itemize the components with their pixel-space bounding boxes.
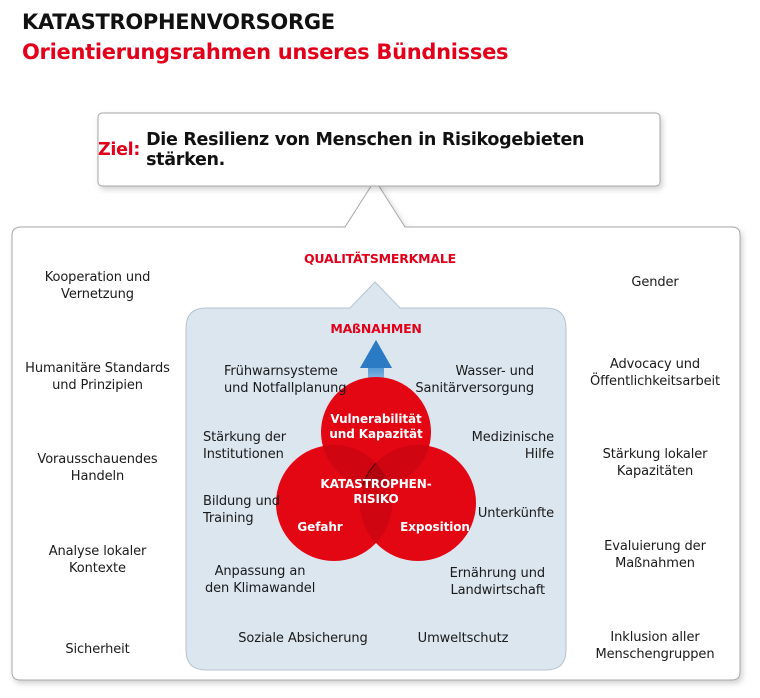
- venn-label-hazard: Gefahr: [297, 520, 343, 534]
- quality-item-right-3: Stärkung lokaler Kapazitäten: [602, 447, 708, 479]
- venn-label-vulnerability: Vulnerabilität und Kapazität: [329, 412, 423, 441]
- goal-label: Ziel:: [98, 140, 141, 160]
- measure-right-4: Ernährung und Landwirtschaft: [449, 566, 545, 598]
- page-title: KATASTROPHENVORSORGE: [22, 10, 335, 34]
- measure-right-2: Medizinische Hilfe: [471, 430, 554, 462]
- quality-item-left-3: Vorausschauendes Handeln: [37, 452, 158, 484]
- venn-label-center-risk: KATASTROPHEN- RISIKO: [320, 477, 432, 506]
- quality-item-right-4: Evaluierung der Maßnahmen: [604, 539, 706, 571]
- quality-item-right-5: Inklusion aller Menschengruppen: [595, 630, 715, 662]
- goal-statement: [98, 114, 660, 186]
- venn-label-exposure: Exposition: [400, 520, 470, 534]
- quality-item-left-5: Sicherheit: [65, 642, 130, 657]
- measure-bottom-2: Umweltschutz: [417, 631, 509, 646]
- quality-item-left-1: Kooperation und Vernetzung: [44, 270, 151, 302]
- goal-text: Die Resilienz von Menschen in Risikogebieten stärken.: [146, 130, 585, 170]
- measures-heading: MAßNAHMEN: [330, 321, 422, 336]
- measure-left-1: Frühwarnsysteme und Notfallplanung: [224, 364, 347, 396]
- page-subtitle: Orientierungsrahmen unseres Bündnisses: [22, 40, 509, 64]
- quality-item-left-2: Humanitäre Standards und Prinzipien: [25, 361, 170, 393]
- measure-left-2: Stärkung der Institutionen: [203, 430, 287, 462]
- quality-heading: QUALITÄTSMERKMALE: [304, 251, 456, 266]
- quality-item-left-4: Analyse lokaler Kontexte: [48, 544, 147, 576]
- quality-item-right-1: Gender: [631, 275, 679, 290]
- measure-left-4: Anpassung an den Klimawandel: [205, 564, 316, 596]
- measure-bottom-1: Soziale Absicherung: [238, 631, 368, 646]
- measure-right-1: Wasser- und Sanitärversorgung: [415, 364, 534, 396]
- measure-right-3: Unterkünfte: [477, 506, 554, 521]
- quality-item-right-2: Advocacy und Öffentlichkeitsarbeit: [589, 357, 721, 389]
- measure-left-3: Bildung und Training: [203, 494, 280, 526]
